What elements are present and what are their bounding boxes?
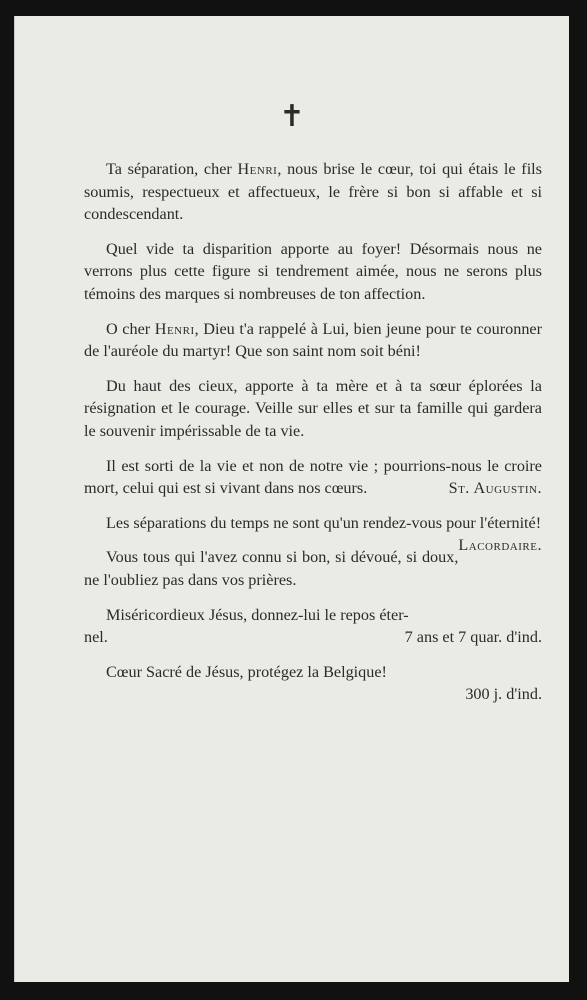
- p3-pre: O cher: [106, 319, 155, 338]
- prayer-2-line1: Cœur Sacré de Jésus, protégez la Belgique!: [106, 662, 387, 681]
- quote-lacordaire-text: Les séparations du temps ne sont qu'un rendez-vous pour l'éternité!: [106, 513, 542, 532]
- quote-augustin-author: St. Augustin.: [448, 479, 542, 498]
- p1-pre: Ta séparation, cher: [106, 160, 238, 178]
- prayer-1-indulgence: 7 ans et 7 quar. d'ind.: [404, 628, 542, 647]
- prayer-2-indulgence: 300 j. d'ind.: [465, 685, 542, 704]
- prayer-1-line1: Miséricordieux Jésus, donnez-lui le repos éter-: [106, 605, 409, 624]
- paragraph-1: [84, 158, 542, 226]
- prayer-1-line2: [84, 626, 542, 649]
- prayer-2: [84, 661, 542, 706]
- paragraph-2: Quel vide ta disparition apporte au foyer! Désormais nous ne verrons plus cette figure si tendrement aimée, nous ne serons plus témoins des marques si nombreuses de ton affection.: [84, 239, 542, 303]
- paragraph-3: [84, 318, 542, 363]
- p1-name: Henri: [237, 160, 278, 178]
- p3-name: Henri: [154, 319, 195, 338]
- card-text: [84, 158, 542, 718]
- quote-lacordaire: [84, 512, 542, 555]
- prayer-1-line2-left: nel.: [84, 628, 108, 647]
- paragraph-4: Du haut des cieux, apporte à ta mère et à ta sœur éplorées la résignation et le courage. Veille sur elles et sur ta famille qui gardera le souvenir impérissable de ta vie.: [84, 376, 542, 440]
- quote-augustin: [84, 455, 542, 500]
- quote-lacordaire-author: Lacordaire.: [458, 536, 542, 555]
- p3-post: , Dieu t'a rappelé à Lui, bien jeune pour te couronner de l'auréole du martyr! Que son saint nom soit béni!: [84, 319, 542, 361]
- p1-post: , nous brise le cœur, toi qui étais le fils soumis, respectueux et affectueux, le frère si bon si affable et si condescendant.: [84, 160, 542, 224]
- paragraph-7: Vous tous qui l'avez connu si bon, si dévoué, si doux, ne l'oubliez pas dans vos prières.: [84, 548, 459, 589]
- memorial-card: [14, 16, 569, 982]
- quote-augustin-text: Il est sorti de la vie et non de notre vie ; pourrions-nous le croire mort, celui qui est si vivant dans nos cœurs.: [84, 456, 542, 498]
- prayer-1: [84, 604, 542, 649]
- cross-icon: ✝: [279, 100, 305, 133]
